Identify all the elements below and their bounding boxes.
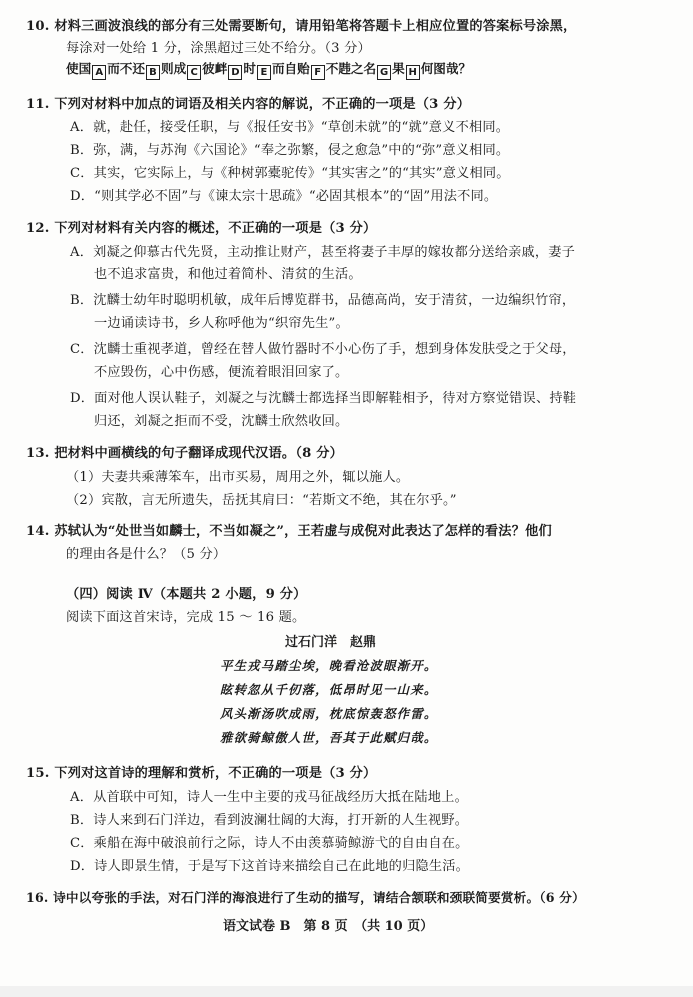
answer-mark-box: H [406,65,420,80]
q16-stem: 16. 诗中以夸张的手法，对石门洋的海浪进行了生动的描写，请结合颔联和颈联简要赏析。（6 分） [26,890,585,905]
q10-stem-line2: 每涂对一处给 1 分，涂黑超过三处不给分。（3 分） [66,41,371,56]
q11-option-a: A．就，赴任，接受任职，与《报任安书》“草创未就”的“就”意义不相同。 [70,120,510,135]
q10-seg-text: 不韪之名 [325,61,377,76]
q15-option-c: C．乘船在海中破浪前行之际，诗人不由羡慕骑鲸游弋的自由自在。 [70,836,469,851]
q15-option-d: D．诗人即景生情，于是写下这首诗来描绘自己在此地的归隐生活。 [70,859,470,874]
q12-option-c-line1: C．沈麟士重视孝道，曾经在替人做竹器时不小心伤了手，想到身体发肤受之于父母， [70,342,576,357]
bottom-margin-strip [0,986,693,997]
poem-title: 过石门洋 赵鼎 [285,635,377,650]
q12-stem: 12. 下列对材料有关内容的概述，不正确的一项是（3 分） [26,221,377,236]
q12-option-d-line2: 归还，刘凝之拒而不受，沈麟士欣然收回。 [94,414,349,429]
poem-line-3: 风头渐汤吹成雨，枕底惊轰怒作雷。 [220,706,438,721]
poem-line-4: 雅欲骑鲸傲人世，吾其于此赋归哉。 [220,730,438,745]
q12-option-b-line2: 一边诵读诗书，乡人称呼他为“织帘先生”。 [94,316,349,331]
poem-line-1: 平生戎马踏尘埃，晚看沧波眼渐开。 [220,658,438,673]
q14-stem-line1: 14. 苏轼认为“处世当如麟士，不当如凝之”，王若虚与成倪对此表达了怎样的看法？他们 [26,524,552,539]
q12-option-b-line1: B．沈麟士幼年时聪明机敏，成年后博览群书，品德高尚，安于清贫，一边编织竹帘， [70,293,576,308]
section-heading: （四）阅读 Ⅳ（本题共 2 小题，9 分） [66,587,307,602]
q10-seg-tail: 何图哉？ [420,61,472,76]
q15-option-b: B．诗人来到石门洋边，看到波澜壮阔的大海，打开新的人生视野。 [70,813,469,828]
q13-sentence-2: （2）宾散，言无所遗失，岳抚其肩曰：“若斯文不绝，其在尔乎。” [66,493,457,508]
q13-sentence-1: （1）夫妻共乘薄笨车，出市买易，周用之外，辄以施人。 [66,470,410,485]
q10-seg-text: 则成 [160,61,187,76]
q11-option-c: C．其实，它实际上，与《种树郭橐驼传》“其实害之”的“其实”意义相同。 [70,166,510,181]
answer-mark-box: A [92,65,106,80]
answer-mark-box: E [257,65,271,80]
q10-seg-text: 使国 [66,61,92,76]
q11-option-d: D．“则其学必不固”与《谏太宗十思疏》“必固其根本”的“固”用法不同。 [70,189,498,204]
page-footer: 语文试卷 B 第 8 页 （共 10 页） [223,919,434,934]
q10-seg-text: 时 [243,61,256,76]
q13-stem: 13. 把材料中画横线的句子翻译成现代汉语。（8 分） [26,446,344,461]
q11-stem: 11. 下列对材料中加点的词语及相关内容的解说，不正确的一项是（3 分） [26,97,471,112]
q14-stem-line2: 的理由各是什么？（5 分） [66,547,227,562]
q10-seg-text: 彼衅 [202,61,228,76]
q10-answer-sentence [66,58,471,80]
q12-option-c-line2: 不应毁伤，心中伤感，便流着眼泪回家了。 [94,365,349,380]
answer-mark-box: D [228,65,242,80]
q12-option-a-line2: 也不追求富贵，和他过着简朴、清贫的生活。 [94,267,362,282]
answer-mark-box: F [311,65,325,80]
q15-option-a: A．从首联中可知，诗人一生中主要的戎马征战经历大抵在陆地上。 [70,790,468,805]
answer-mark-box: G [377,65,391,80]
q10-stem-line1: 10. 材料三画波浪线的部分有三处需要断句，请用铅笔将答题卡上相应位置的答案标号涂黑， [26,19,577,34]
q15-stem: 15. 下列对这首诗的理解和赏析，不正确的一项是（3 分） [26,766,377,781]
q10-seg-text: 而自贻 [271,61,310,76]
section-intro: 阅读下面这首宋诗，完成 15 ～ 16 题。 [66,610,306,625]
answer-mark-box: B [146,65,160,80]
q10-seg-text: 果 [392,61,405,76]
answer-mark-box: C [187,65,201,80]
poem-line-2: 眩转忽从千仞落，低昂时见一山来。 [220,682,438,697]
q10-seg-text: 而不还 [107,61,145,76]
q12-option-a-line1: A．刘凝之仰慕古代先贤，主动推让财产，甚至将妻子丰厚的嫁妆都分送给亲戚，妻子 [70,245,576,260]
q11-option-b: B．弥，满，与苏洵《六国论》“奉之弥繁，侵之愈急”中的“弥”意义相同。 [70,143,510,158]
q12-option-d-line1: D．面对他人误认鞋子，刘凝之与沈麟士都选择当即解鞋相予，待对方察觉错误、持鞋 [70,391,577,406]
